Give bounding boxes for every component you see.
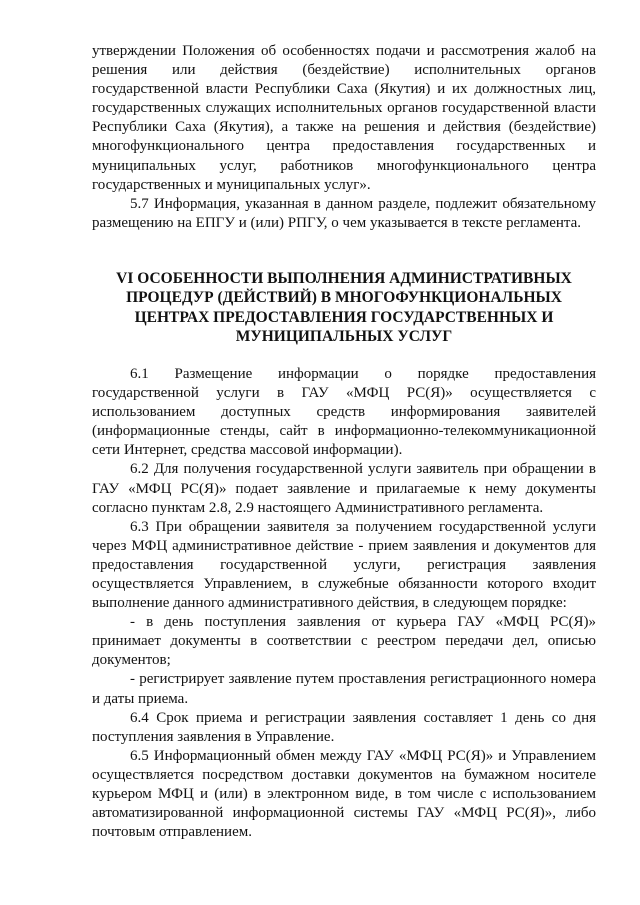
paragraph-6-5: 6.5 Информационный обмен между ГАУ «МФЦ РС(Я)» и Управлением осуществляется посредством доставки документов на бумажном носителе курьером МФЦ и (или) в электронном виде, в том числе с использованием автоматизированной информационной системы ГАУ «МФЦ РС(Я)», либо почтовым отправлением. bbox=[92, 747, 596, 841]
paragraph-6-4: 6.4 Срок приема и регистрации заявления составляет 1 день со дня поступления заявления в Управление. bbox=[92, 709, 596, 745]
list-item-receive-documents: - в день поступления заявления от курьера ГАУ «МФЦ РС(Я)» принимает документы в соответствии с реестром передачи дел, описью документов; bbox=[92, 614, 596, 669]
paragraph-6-1: 6.1 Размещение информации о порядке предоставления государственной услуги в ГАУ «МФЦ РС(Я)» осуществляется с использованием доступных средств информирования заявителей (информационные стенды, сайт в информационно-телекоммуникационной сети Интернет, средства массовой информации). bbox=[92, 365, 596, 459]
section-heading: VI ОСОБЕННОСТИ ВЫПОЛНЕНИЯ АДМИНИСТРАТИВНЫХ ПРОЦЕДУР (ДЕЙСТВИЙ) В МНОГОФУНКЦИОНАЛЬНЫХ ЦЕНТРАХ ПРЕДОСТАВЛЕНИЯ ГОСУДАРСТВЕННЫХ И МУНИЦИПАЛЬНЫХ УСЛУГ bbox=[116, 269, 572, 346]
document-page bbox=[92, 42, 596, 842]
paragraph-continuation: утверждении Положения об особенностях подачи и рассмотрения жалоб на решения или действия (бездействие) исполнительных органов государственной власти Республики Саха (Якутия) и их должностных лиц, государственных служащих исполнительных органов государственной власти Республики Саха (Якутия), а также на решения и действия (бездействие) многофункционального центра предоставления государственных и муниципальных услуг, работников многофункционального центра государственных и муниципальных услуг». bbox=[92, 43, 596, 193]
paragraph-6-2: 6.2 Для получения государственной услуги заявитель при обращении в ГАУ «МФЦ РС(Я)» подает заявление и прилагаемые к нему документы согласно пунктам 2.8, 2.9 настоящего Административного регламента. bbox=[92, 461, 596, 516]
paragraph-5-7: 5.7 Информация, указанная в данном разделе, подлежит обязательному размещению на ЕПГУ и (или) РПГУ, о чем указывается в тексте регламента. bbox=[92, 195, 596, 231]
list-item-register-application: - регистрирует заявление путем проставления регистрационного номера и даты приема. bbox=[92, 671, 596, 707]
paragraph-6-3: 6.3 При обращении заявителя за получением государственной услуги через МФЦ административное действие - прием заявления и документов для предоставления государственной услуги, регистрация заявления осуществляется Управлением, в служебные обязанности которого входит выполнение данного административного действия, в следующем порядке: bbox=[92, 518, 596, 612]
